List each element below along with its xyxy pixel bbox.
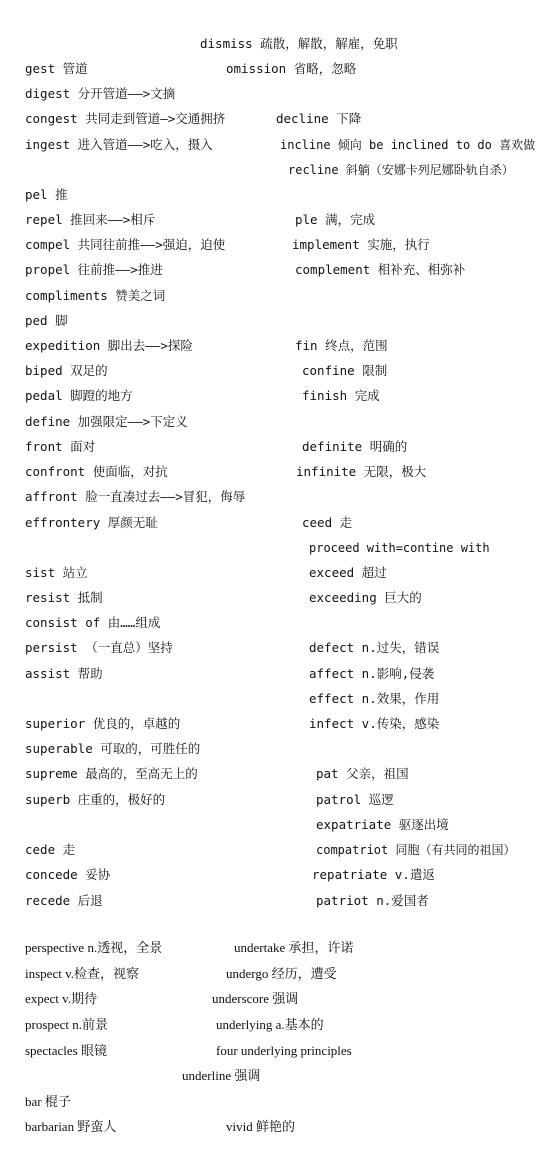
text-line: perspective n.透视，全景 <box>25 940 163 955</box>
text-line: recede 后退 <box>25 893 103 908</box>
text-line: effect n.效果，作用 <box>309 691 440 706</box>
text-line: persist （一直总）坚持 <box>25 640 173 655</box>
text-line: compliments 赞美之词 <box>25 288 166 303</box>
text-line: infinite 无限，极大 <box>296 464 427 479</box>
text-line: finish 完成 <box>302 388 380 403</box>
text-line: superable 可取的，可胜任的 <box>25 741 201 756</box>
text-line: prospect n.前景 <box>25 1017 109 1032</box>
text-line: confine 限制 <box>302 363 388 378</box>
text-line: fin 终点，范围 <box>295 338 388 353</box>
text-line: complement 相补充、相弥补 <box>295 262 466 277</box>
text-line: supreme 最高的，至高无上的 <box>25 766 198 781</box>
text-line: pat 父亲，祖国 <box>316 766 409 781</box>
text-line: patriot n.爱国者 <box>316 893 429 908</box>
text-line: barbarian 野蛮人 <box>25 1119 117 1134</box>
text-line: sist 站立 <box>25 565 88 580</box>
text-line: congest 共同走到管道—>交通拥挤 <box>25 111 226 126</box>
text-line: affect n.影响,侵袭 <box>309 666 435 681</box>
text-line: decline 下降 <box>276 111 362 126</box>
text-line: recline 斜躺（安娜卡列尼娜卧轨自杀） <box>288 163 514 177</box>
text-line: incline 倾向 be inclined to do 喜欢做 <box>280 138 536 152</box>
text-line: underscore 强调 <box>212 991 299 1006</box>
text-line: definite 明确的 <box>302 439 408 454</box>
text-line: gest 管道 <box>25 61 88 76</box>
text-line: superb 庄重的，极好的 <box>25 792 166 807</box>
text-line: underline 强调 <box>182 1068 261 1083</box>
text-line: patrol 巡逻 <box>316 792 394 807</box>
text-line: cede 走 <box>25 842 76 857</box>
text-line: expect v.期待 <box>25 991 98 1006</box>
text-line: ceed 走 <box>302 515 353 530</box>
text-line: affront 脸一直凑过去——>冒犯，侮辱 <box>25 489 246 504</box>
text-line: infect v.传染，感染 <box>309 716 440 731</box>
text-line: digest 分开管道——>文摘 <box>25 86 176 101</box>
text-line: spectacles 眼镜 <box>25 1043 107 1058</box>
text-line: superior 优良的，卓越的 <box>25 716 181 731</box>
text-line: resist 抵制 <box>25 590 103 605</box>
text-line: omission 省略，忽略 <box>226 61 357 76</box>
text-line: consist of 由……组成 <box>25 615 161 630</box>
text-line: define 加强限定——>下定义 <box>25 414 188 429</box>
text-line: bar 棍子 <box>25 1094 71 1109</box>
text-line: assist 帮助 <box>25 666 103 681</box>
text-line: front 面对 <box>25 439 96 454</box>
text-line: repel 推回来——>相斥 <box>25 212 156 227</box>
text-line: dismiss 疏散，解散，解雇，免职 <box>200 36 398 51</box>
text-line: pedal 脚蹬的地方 <box>25 388 133 403</box>
text-line: compatriot 同胞（有共同的祖国） <box>316 843 516 857</box>
text-line: ped 脚 <box>25 313 68 328</box>
text-line: defect n.过失，错误 <box>309 640 440 655</box>
text-line: four underlying principles <box>216 1043 352 1058</box>
text-line: confront 使面临，对抗 <box>25 464 168 479</box>
text-line: propel 往前推——>推进 <box>25 262 163 277</box>
text-line: ingest 进入管道——>吃入，摄入 <box>25 137 213 152</box>
text-line: undergo 经历，遭受 <box>226 966 337 981</box>
text-line: compel 共同往前推——>强迫，迫使 <box>25 237 226 252</box>
text-line: expedition 脚出去——>探险 <box>25 338 193 353</box>
text-line: exceeding 巨大的 <box>309 590 422 605</box>
text-line: expatriate 驱逐出境 <box>316 817 449 832</box>
text-line: exceed 超过 <box>309 565 387 580</box>
text-line: effrontery 厚颜无耻 <box>25 515 158 530</box>
text-line: proceed with=contine with <box>309 541 490 555</box>
text-line: concede 妥协 <box>25 867 111 882</box>
text-line: ple 满，完成 <box>295 212 376 227</box>
text-line: repatriate v.遣返 <box>312 867 435 882</box>
text-line: undertake 承担，许诺 <box>234 940 354 955</box>
text-line: underlying a.基本的 <box>216 1017 324 1032</box>
text-line: pel 推 <box>25 187 68 202</box>
text-line: vivid 鲜艳的 <box>226 1119 295 1134</box>
text-line: implement 实施，执行 <box>292 237 430 252</box>
text-line: inspect v.检查，视察 <box>25 966 139 981</box>
text-line: biped 双足的 <box>25 363 108 378</box>
